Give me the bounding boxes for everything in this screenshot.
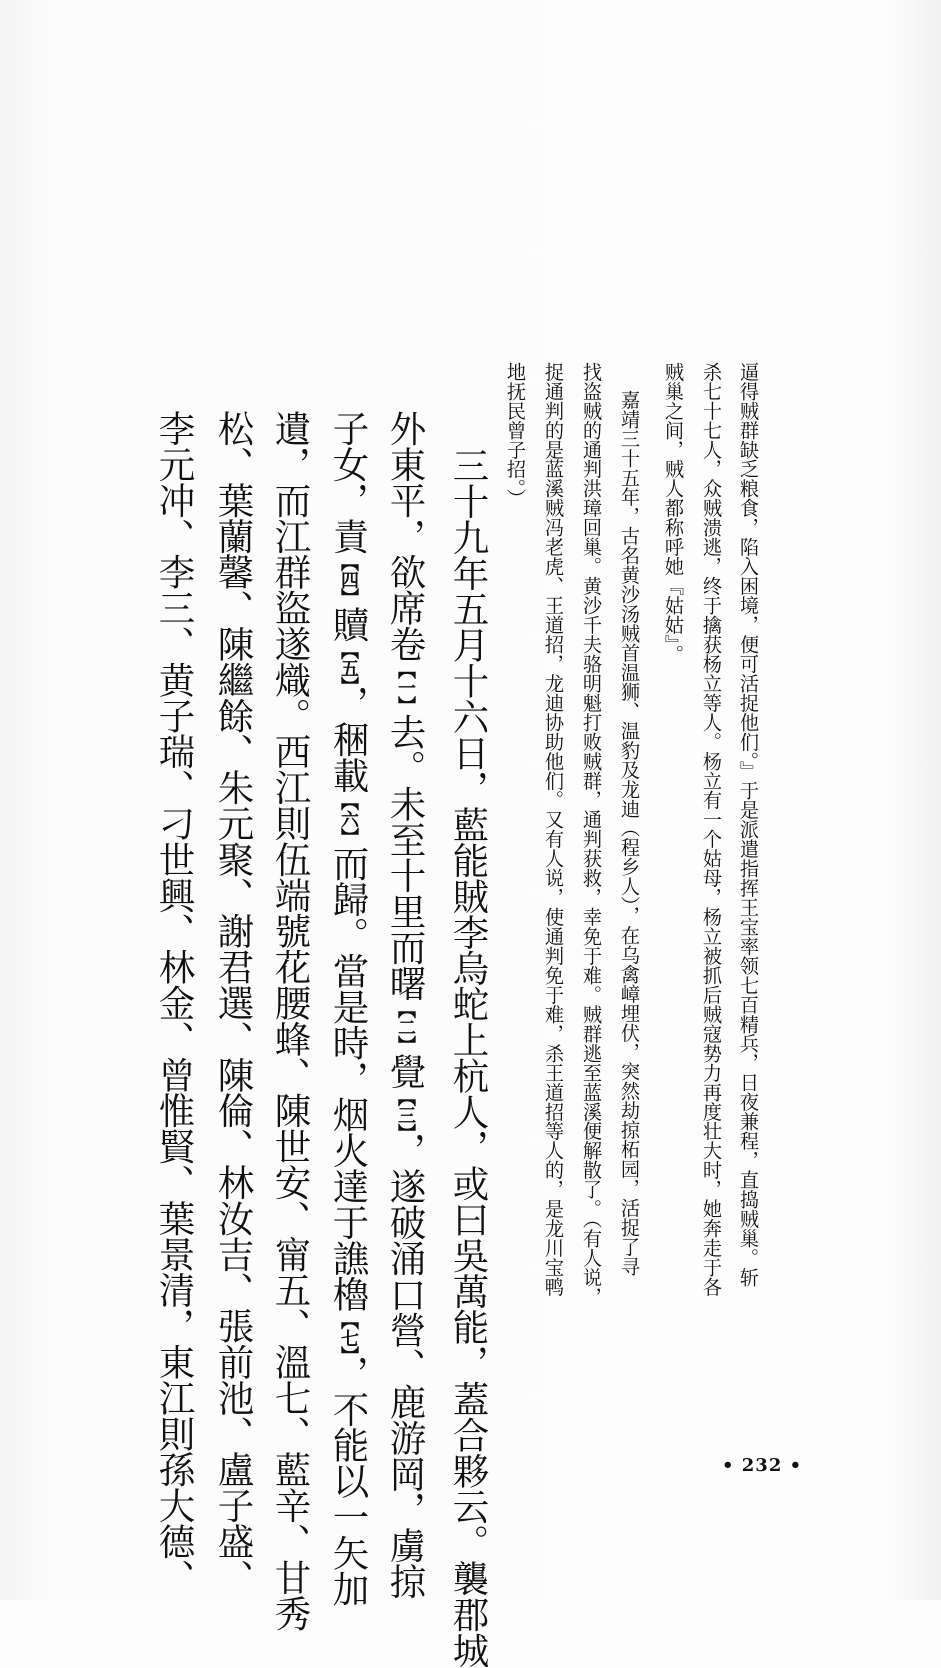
main-text-line: 三十九年五月十六日，藍能賊李烏蛇上杭人，或曰吳萬能，蓋合夥云。襲郡城 <box>447 447 490 1668</box>
footnote-marker: 【五】 <box>338 641 359 685</box>
main-text-segment: 子女，責 <box>327 410 370 554</box>
main-text-line <box>320 410 370 1607</box>
main-text-segment: ，不能以一矢加 <box>327 1354 370 1607</box>
main-text-segment: ，遂破涌口營、鹿游岡，虜掠 <box>384 1132 427 1599</box>
page-number: • 232 • <box>722 1455 803 1476</box>
commentary-line: 找盗贼的通判洪璋回巢。黄沙千夫骆明魁打败贼群，通判获救，幸免于难。贼群逃至蓝溪便解散了。（有人说， <box>580 362 603 1307</box>
main-text-segment: 贖 <box>327 605 370 642</box>
commentary-line: 地抚民曾子招。） <box>504 362 527 509</box>
footnote-marker: 【一】 <box>395 661 416 714</box>
main-text-segment: 覺 <box>384 1052 427 1089</box>
commentary-line: 贼巢之间，贼人都称呼她『姑姑』。 <box>662 362 685 664</box>
main-text-line: 遺，而江群盜遂熾。西江則伍端號花腰蜂、陳世安、甯五、溫七、藍辛、甘秀 <box>269 410 312 1631</box>
main-text-line <box>377 410 427 1599</box>
footnote-marker: 【六】 <box>338 792 359 845</box>
commentary-line: 杀七十七人，众贼溃逃，终于擒获杨立等人。杨立有一个姑母，杨立被抓后贼寇势力再度壮大时，她奔走于各 <box>700 362 723 1297</box>
commentary-line: 嘉靖三十五年，古名黄沙汤贼首温狮、温豹及龙迪（程乡人），在乌禽嶂埋伏，突然劫掠柘园，活捉了寻 <box>618 390 641 1277</box>
main-text-segment: ，稇載 <box>327 684 370 793</box>
footnote-marker: 【四】 <box>338 553 359 606</box>
footnote-marker: 【七】 <box>338 1311 359 1355</box>
main-text-segment: 而歸。當是時，烟火達于譙櫓 <box>327 844 370 1312</box>
footnote-marker: 【三】 <box>395 1088 416 1133</box>
main-text-segment: 外東平，欲席卷 <box>384 410 427 662</box>
main-text-line: 李元冲、李三、黄子瑞、刁世興、林金、曾惟賢、葉景清，東江則孫大德、 <box>153 410 196 1595</box>
footnote-marker: 【二】 <box>395 1000 416 1053</box>
main-text-segment: 去。未至十里而曙 <box>384 713 427 1001</box>
commentary-line: 逼得贼群缺乏粮食，陷入困境，便可活捉他们。』于是派遣指挥王宝率领七百精兵，日夜兼程，直捣贼巢。斩 <box>737 362 760 1287</box>
commentary-line: 捉通判的是蓝溪贼冯老虎、王道招，龙迪协助他们。又有人说，使通判免于难，杀王道招等人的，是龙川宝鸭 <box>542 362 565 1297</box>
main-text-line: 松、葉蘭馨、陳繼餘、朱元聚、謝君選、陳倫、林汝吉、張前池、盧子盛、 <box>212 410 255 1595</box>
